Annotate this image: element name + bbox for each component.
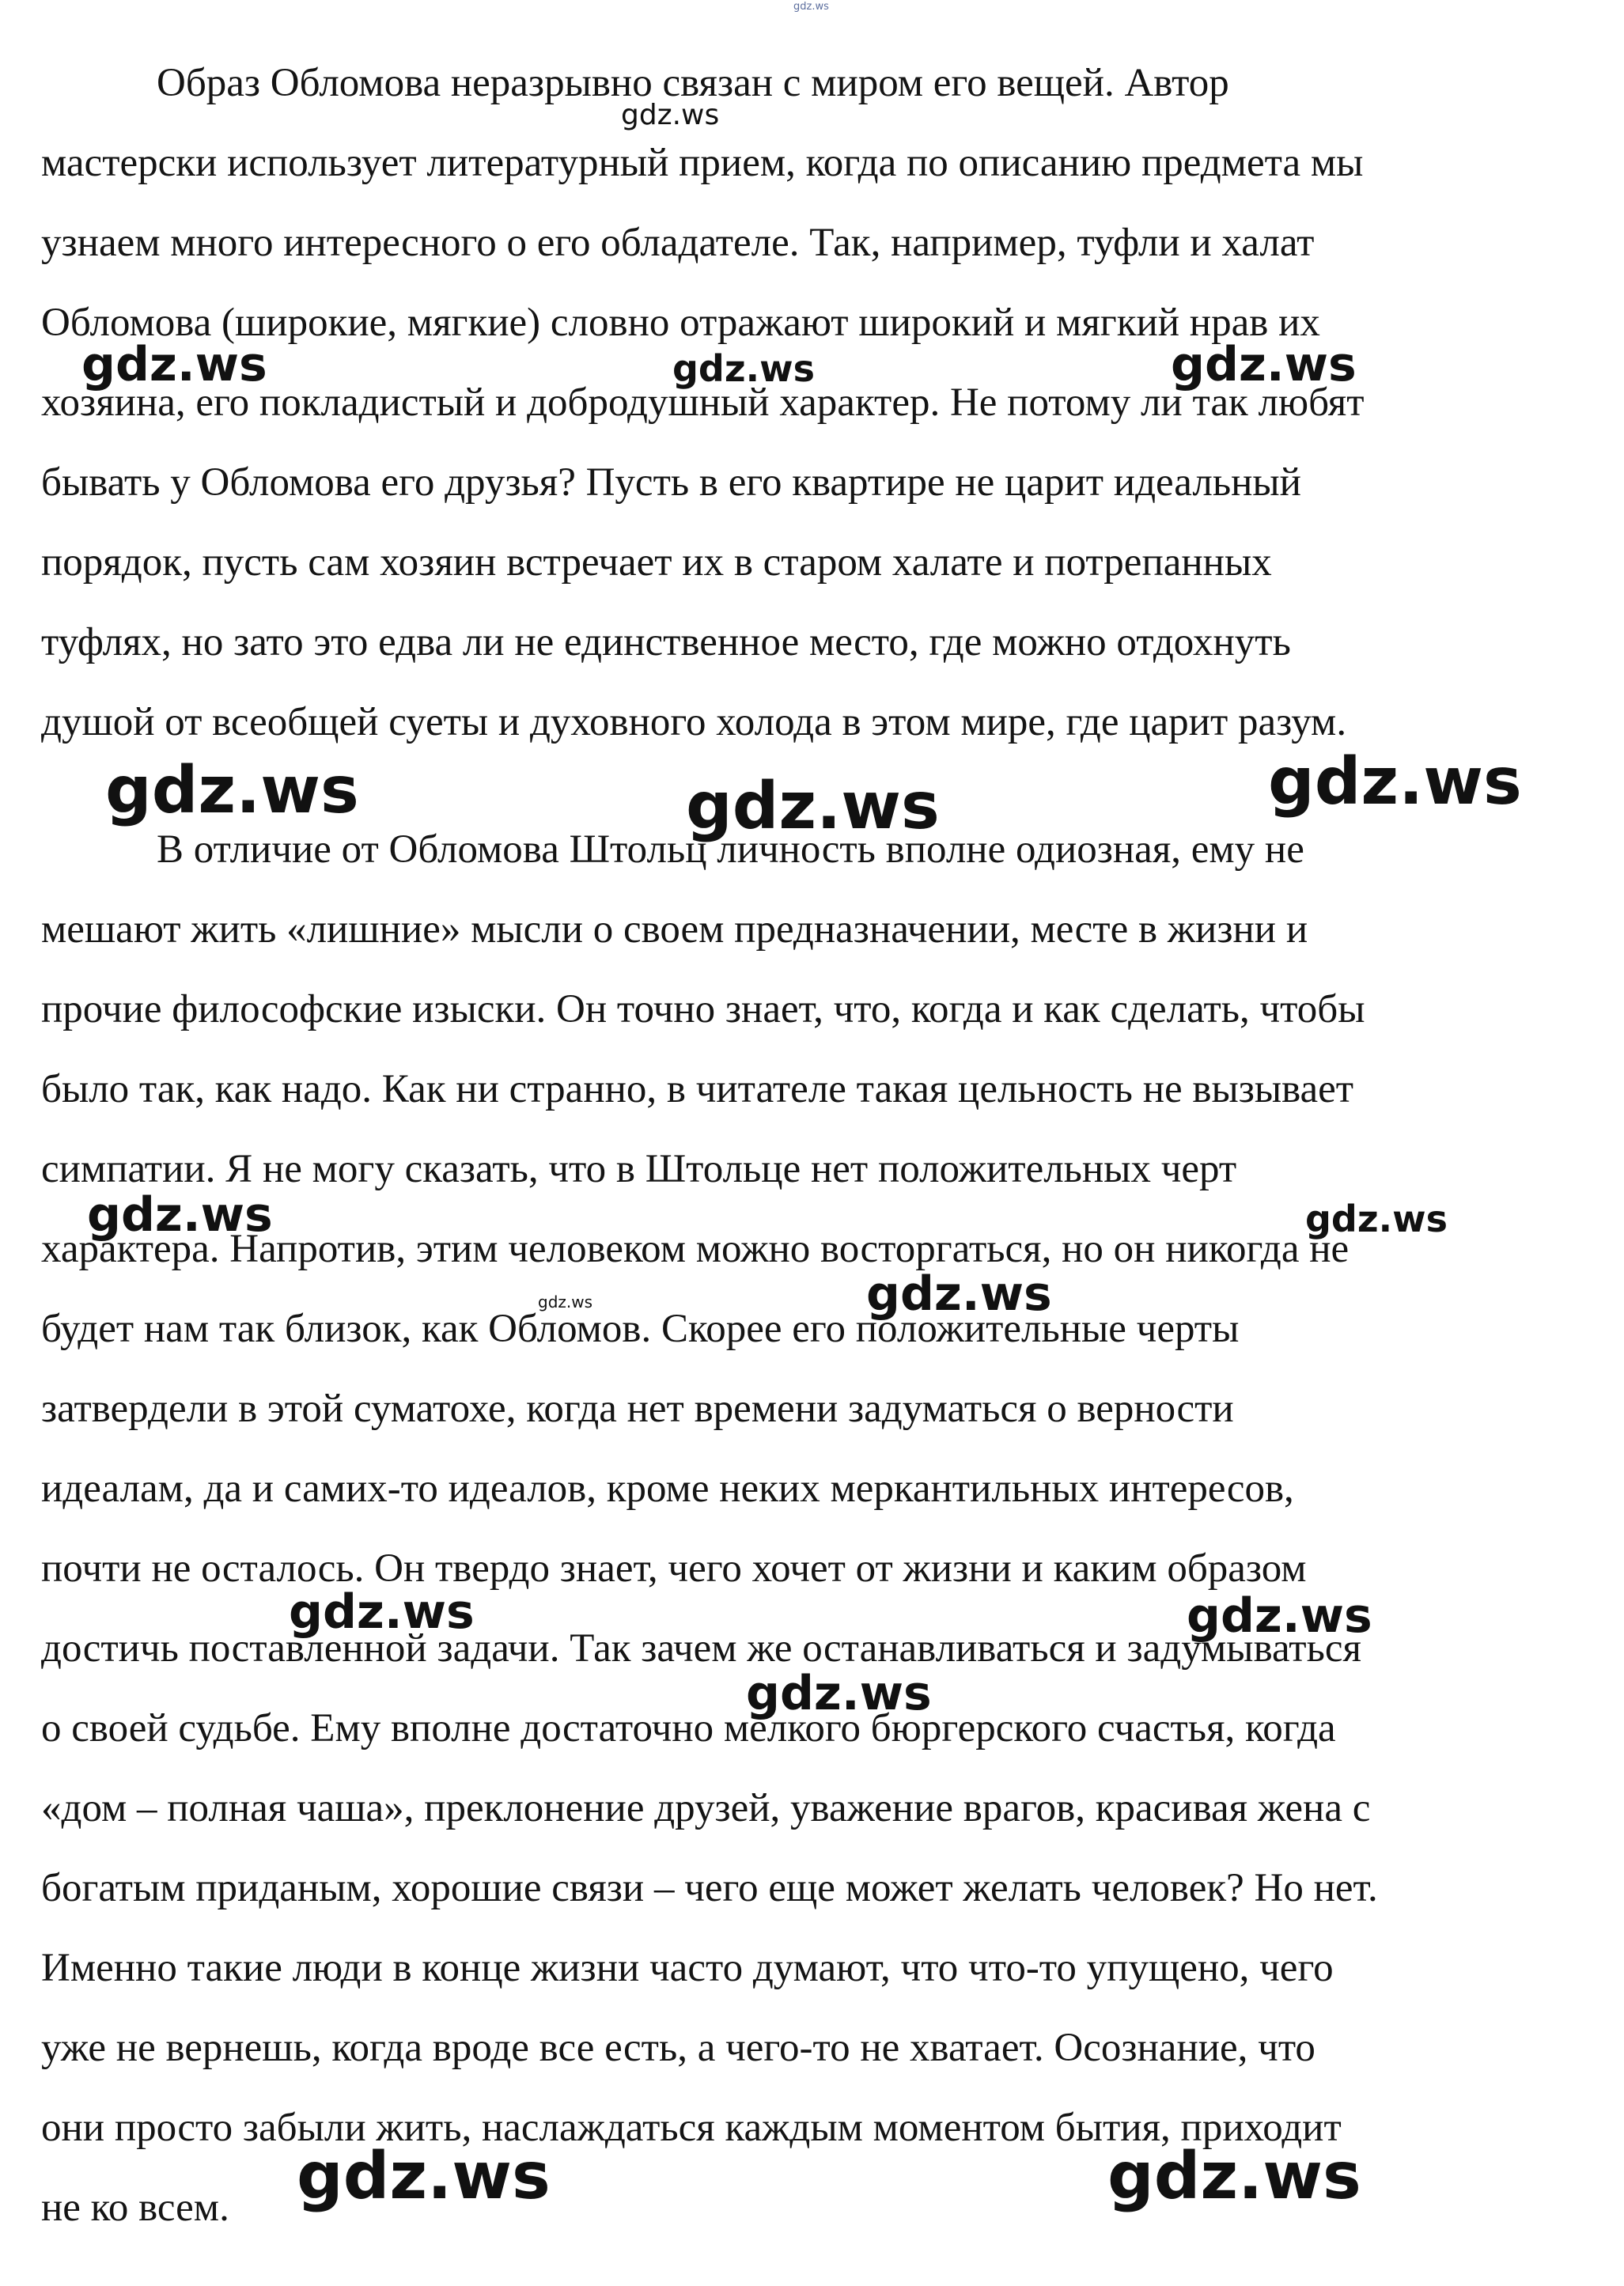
watermark: gdz.ws bbox=[866, 1266, 1052, 1322]
text-line: узнаем много интересного о его обладателе. Так, например, туфли и халат bbox=[41, 221, 1315, 265]
text-line: характера. Напротив, этим человеком можно восторгаться, но он никогда не bbox=[41, 1227, 1350, 1271]
text-line: хозяина, его покладистый и добродушный характер. Не потому ли так любят bbox=[41, 380, 1365, 425]
text-line: уже не вернешь, когда вроде все есть, а чего-то не хватает. Осознание, что bbox=[41, 2026, 1315, 2070]
watermark: gdz.ws bbox=[81, 337, 267, 392]
text-line: о своей судьбе. Ему вполне достаточно мелкого бюргерского счастья, когда bbox=[41, 1706, 1336, 1750]
text-line: В отличие от Обломова Штольц личность вполне одиозная, ему не bbox=[157, 827, 1304, 872]
text-line: Именно такие люди в конце жизни часто думают, что что-то упущено, чего bbox=[41, 1946, 1334, 1990]
watermark: gdz.ws bbox=[105, 753, 359, 828]
watermark: gdz.ws bbox=[297, 2139, 551, 2214]
text-line: туфлях, но зато это едва ли не единственное место, где можно отдохнуть bbox=[41, 620, 1291, 664]
watermark: gdz.ws bbox=[1305, 1198, 1448, 1240]
watermark: gdz.ws bbox=[87, 1187, 273, 1243]
text-line: почти не осталось. Он твердо знает, чего хочет от жизни и каким образом bbox=[41, 1546, 1307, 1591]
watermark: gdz.ws bbox=[1187, 1588, 1372, 1644]
text-line: бывать у Обломова его друзья? Пусть в его квартире не царит идеальный bbox=[41, 460, 1301, 505]
text-line: мастерски использует литературный прием, когда по описанию предмета мы bbox=[41, 141, 1364, 185]
watermark: gdz.ws bbox=[621, 99, 720, 131]
watermark: gdz.ws bbox=[686, 769, 940, 844]
text-line: идеалам, да и самих-то идеалов, кроме неких меркантильных интересов, bbox=[41, 1467, 1294, 1511]
text-line: Образ Обломова неразрывно связан с миром его вещей. Автор bbox=[157, 61, 1229, 105]
text-line: «дом – полная чаша», преклонение друзей, уважение врагов, красивая жена с bbox=[41, 1786, 1371, 1830]
text-line: было так, как надо. Как ни странно, в читателе такая цельность не вызывает bbox=[41, 1067, 1354, 1111]
watermark: gdz.ws bbox=[538, 1292, 593, 1311]
watermark: gdz.ws bbox=[672, 347, 815, 390]
watermark: gdz.ws bbox=[1107, 2139, 1361, 2214]
text-line: симпатии. Я не могу сказать, что в Штольце нет положительных черт bbox=[41, 1147, 1237, 1191]
watermark: gdz.ws bbox=[746, 1666, 932, 1721]
text-line: они просто забыли жить, наслаждаться каждым моментом бытия, приходит bbox=[41, 2106, 1342, 2150]
watermark: gdz.ws bbox=[1171, 337, 1357, 392]
text-line: порядок, пусть сам хозяин встречает их в старом халате и потрепанных bbox=[41, 540, 1272, 585]
watermark: gdz.ws bbox=[289, 1584, 475, 1640]
text-line: прочие философские изыски. Он точно знает, что, когда и как сделать, чтобы bbox=[41, 987, 1365, 1031]
text-line: богатым приданым, хорошие связи – чего еще может желать человек? Но нет. bbox=[41, 1866, 1378, 1910]
text-line: затвердели в этой суматохе, когда нет времени задуматься о верности bbox=[41, 1387, 1234, 1431]
text-line: не ко всем. bbox=[41, 2186, 229, 2230]
text-line: будет нам так близок, как Обломов. Скорее его положительные черты bbox=[41, 1307, 1240, 1351]
watermark: gdz.ws bbox=[793, 1, 829, 13]
text-line: Обломова (широкие, мягкие) словно отражают широкий и мягкий нрав их bbox=[41, 301, 1320, 345]
text-line: душой от всеобщей суеты и духовного холода в этом мире, где царит разум. bbox=[41, 700, 1347, 744]
text-line: мешают жить «лишние» мысли о своем предназначении, месте в жизни и bbox=[41, 907, 1308, 952]
watermark: gdz.ws bbox=[1268, 744, 1522, 819]
text-line: достичь поставленной задачи. Так зачем же останавливаться и задумываться bbox=[41, 1626, 1361, 1671]
